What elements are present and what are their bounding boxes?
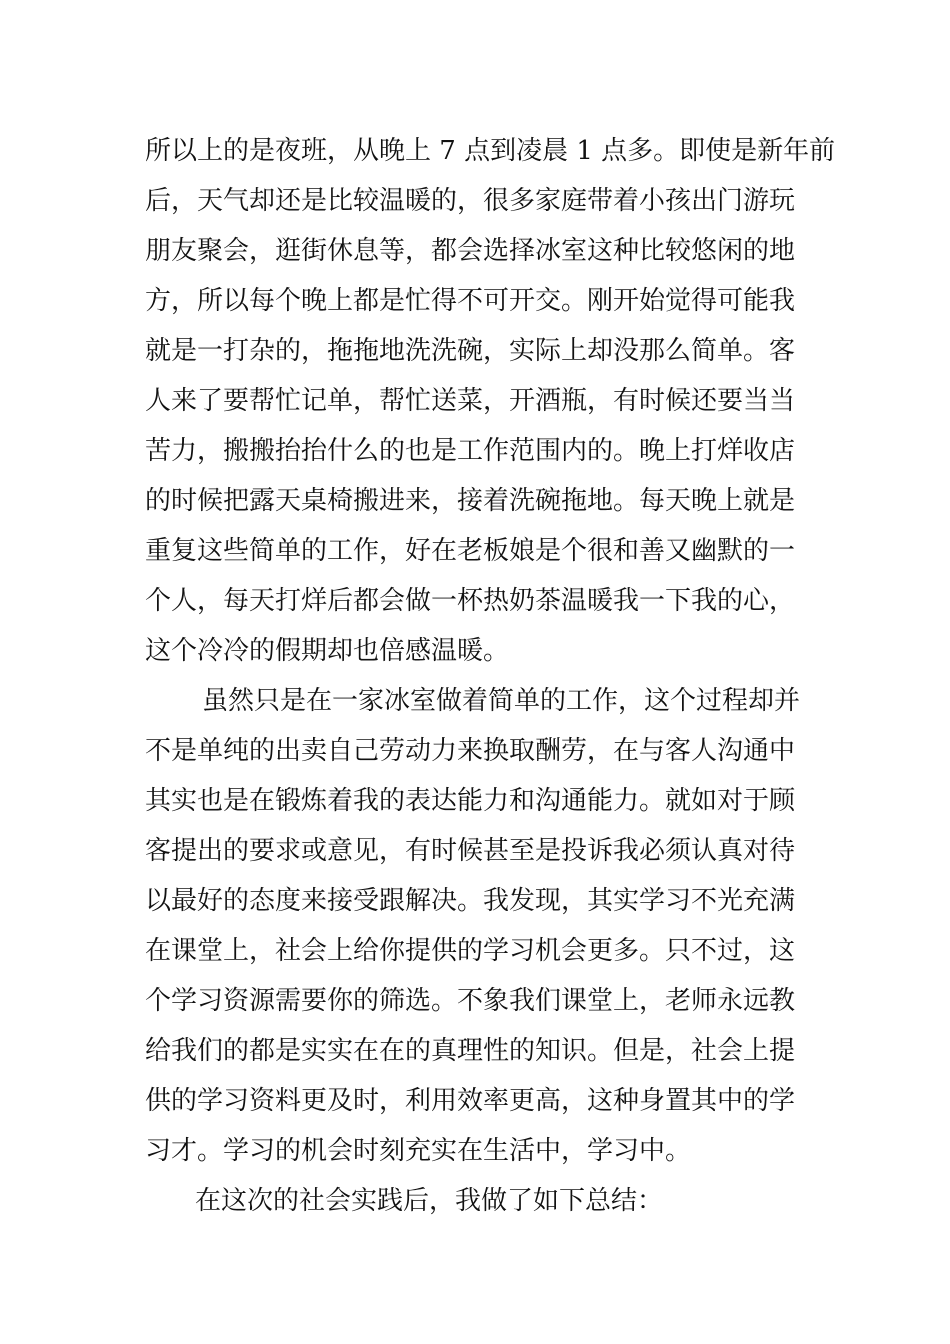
text-line: 所以上的是夜班，从晚上 7 点到凌晨 1 点多。即使是新年前	[145, 136, 836, 166]
text-line: 习才。学习的机会时刻充实在生活中，学习中。	[145, 1136, 692, 1166]
text-line: 个学习资源需要你的筛选。不象我们课堂上，老师永远教	[145, 986, 796, 1016]
text-line: 以最好的态度来接受跟解决。我发现，其实学习不光充满	[145, 886, 796, 916]
document-body	[145, 128, 836, 1228]
text-line: 其实也是在锻炼着我的表达能力和沟通能力。就如对于顾	[145, 786, 796, 816]
text-line: 就是一打杂的，拖拖地洗洗碗，实际上却没那么简单。客	[145, 336, 796, 366]
text-line: 朋友聚会，逛街休息等，都会选择冰室这种比较悠闲的地	[145, 236, 796, 266]
text-line: 在课堂上，社会上给你提供的学习机会更多。只不过，这	[145, 936, 796, 966]
text-line: 的时候把露天桌椅搬进来，接着洗碗拖地。每天晚上就是	[145, 486, 796, 516]
text-line: 人来了要帮忙记单，帮忙送菜，开酒瓶，有时候还要当当	[145, 386, 796, 416]
text-line: 不是单纯的出卖自己劳动力来换取酬劳，在与客人沟通中	[145, 736, 796, 766]
text-line: 客提出的要求或意见，有时候甚至是投诉我必须认真对待	[145, 836, 796, 866]
paragraph-2	[145, 678, 810, 1178]
text-line: 方，所以每个晚上都是忙得不可开交。刚开始觉得可能我	[145, 286, 796, 316]
text-line: 苦力，搬搬抬抬什么的也是工作范围内的。晚上打烊收店	[145, 436, 796, 466]
paragraph-3	[145, 1178, 810, 1228]
paragraph-1	[145, 128, 836, 678]
text-line-indented: 在这次的社会实践后，我做了如下总结：	[195, 1186, 664, 1216]
text-line: 个人，每天打烊后都会做一杯热奶茶温暖我一下我的心，	[145, 586, 796, 616]
text-line: 这个冷冷的假期却也倍感温暖。	[145, 636, 510, 666]
text-line-indented: 虽然只是在一家冰室做着简单的工作，这个过程却并	[202, 686, 801, 716]
text-line: 后，天气却还是比较温暖的，很多家庭带着小孩出门游玩	[145, 186, 796, 216]
text-line: 供的学习资料更及时，利用效率更高，这种身置其中的学	[145, 1086, 796, 1116]
text-line: 重复这些简单的工作，好在老板娘是个很和善又幽默的一	[145, 536, 796, 566]
text-line: 给我们的都是实实在在的真理性的知识。但是，社会上提	[145, 1036, 796, 1066]
